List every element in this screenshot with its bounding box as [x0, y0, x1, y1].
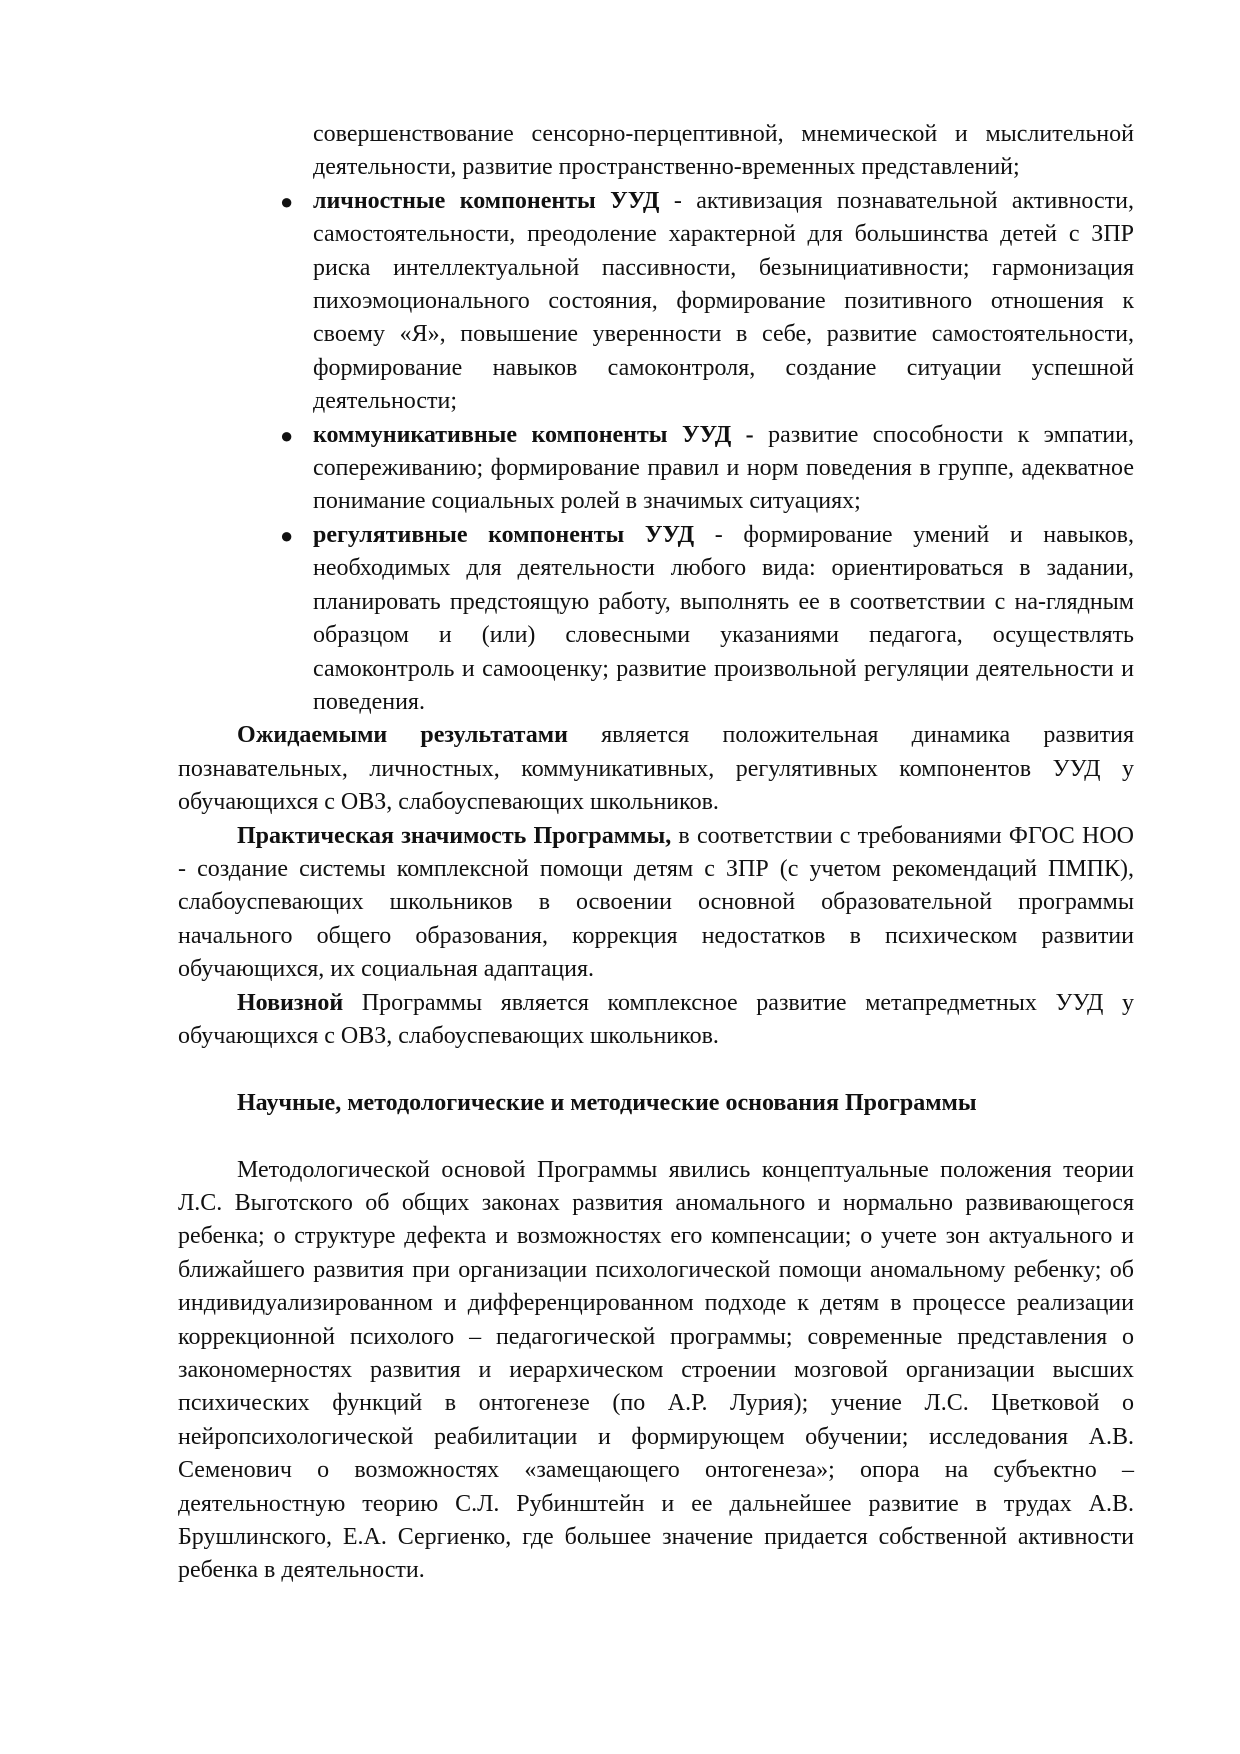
item-lead: коммуникативные компоненты УУД -	[313, 421, 754, 448]
list-item	[280, 519, 1134, 719]
item-text: - активизация познавательной активности, самостоятельности, преодоление характерной для большинства детей с ЗПР риска интеллектуальной пассивности, безынициативности; гармонизация пихоэмоционального состояния, формирование позитивного отношения к своему «Я», повышение уверенности в себе, развитие самостоятельности, формирование навыков самоконтроля, создание ситуации успешной деятельности;	[313, 187, 1135, 415]
document-page	[178, 118, 1134, 1588]
paragraph-novelty	[178, 987, 1134, 1054]
intro-continuation: совершенствование сенсорно-перцептивной, мнемической и мыслительной деятельности, развитие пространственно-временных представлений;	[313, 121, 1134, 181]
paragraph-text: является положительная динамика развития познавательных, личностных, коммуникативных, регулятивных компонентов УУД у обучающихся с ОВЗ, слабоуспевающих школьников.	[178, 722, 1134, 816]
paragraph-methodology: Методологической основой Программы явились концептуальные положения теории Л.С. Выготского об общих законах развития аномального и нормально развивающегося ребенка; о структуре дефекта и возможностях его компенсации; о учете зон актуального и ближайшего развития при организации психологической помощи аномальному ребенку; об индивидуализированном и дифференцированном подходе к детям в процессе реализации коррекционной психолого – педагогической программы; современные представления о закономерностях развития и иерархическом строении мозговой организации высших психических функций в онтогенезе (по А.Р. Лурия); учение Л.С. Цветковой о нейропсихологической реабилитации и формирующем обучении; исследования А.В. Семенович о возможностях «замещающего онтогенеза»; опора на субъектно – деятельностную теорию С.Л. Рубинштейн и ее дальнейшее развитие в трудах А.В. Брушлинского, Е.А. Сергиенко, где большее значение придается собственной активности ребенка в деятельности.	[178, 1156, 1134, 1584]
bullet-icon: ●	[280, 522, 294, 548]
item-lead: личностные компоненты УУД	[313, 187, 660, 214]
list-item	[280, 185, 1135, 419]
bullet-icon: ●	[280, 188, 294, 214]
uud-components-list	[178, 185, 1134, 720]
paragraph-text: в соответствии с требованиями ФГОС НОО - создание системы комплексной помощи детям с ЗПР (с учетом рекомендаций ПМПК), слабоуспевающих школьников в освоении основной образовательной программы начального общего образования, коррекция недостатков в психическом развитии обучающихся, их социальная адаптация.	[178, 822, 1134, 983]
item-lead: регулятивные компоненты УУД	[313, 521, 695, 548]
list-item	[280, 419, 1134, 519]
item-text: - формирование умений и навыков, необходимых для деятельности любого вида: ориентироваться в задании, планировать предстоящую работу, выполнять ее в соответствии с на-глядным образцом и (или) словесными указаниями педагога, осуществлять самоконтроль и самооценку; развитие произвольной регуляции деятельности и поведения.	[313, 521, 1134, 715]
paragraph-text: Программы является комплексное развитие метапредметных УУД у обучающихся с ОВЗ, слабоуспевающих школьников.	[178, 989, 1134, 1049]
bullet-icon: ●	[280, 422, 294, 448]
paragraph-lead: Новизной	[237, 989, 344, 1016]
spacer	[178, 1053, 1134, 1086]
paragraph-lead: Практическая значимость Программы,	[237, 822, 672, 849]
paragraph-expected-results	[178, 719, 1134, 819]
paragraph-practical-significance	[178, 820, 1134, 987]
section-heading: Научные, методологические и методические основания Программы	[237, 1089, 977, 1116]
item-text: развитие способности к эмпатии, сопереживанию; формирование правил и норм поведения в группе, адекватное понимание социальных ролей в значимых ситуациях;	[313, 421, 1134, 515]
paragraph-lead: Ожидаемыми результатами	[237, 722, 568, 749]
spacer	[178, 1120, 1134, 1153]
